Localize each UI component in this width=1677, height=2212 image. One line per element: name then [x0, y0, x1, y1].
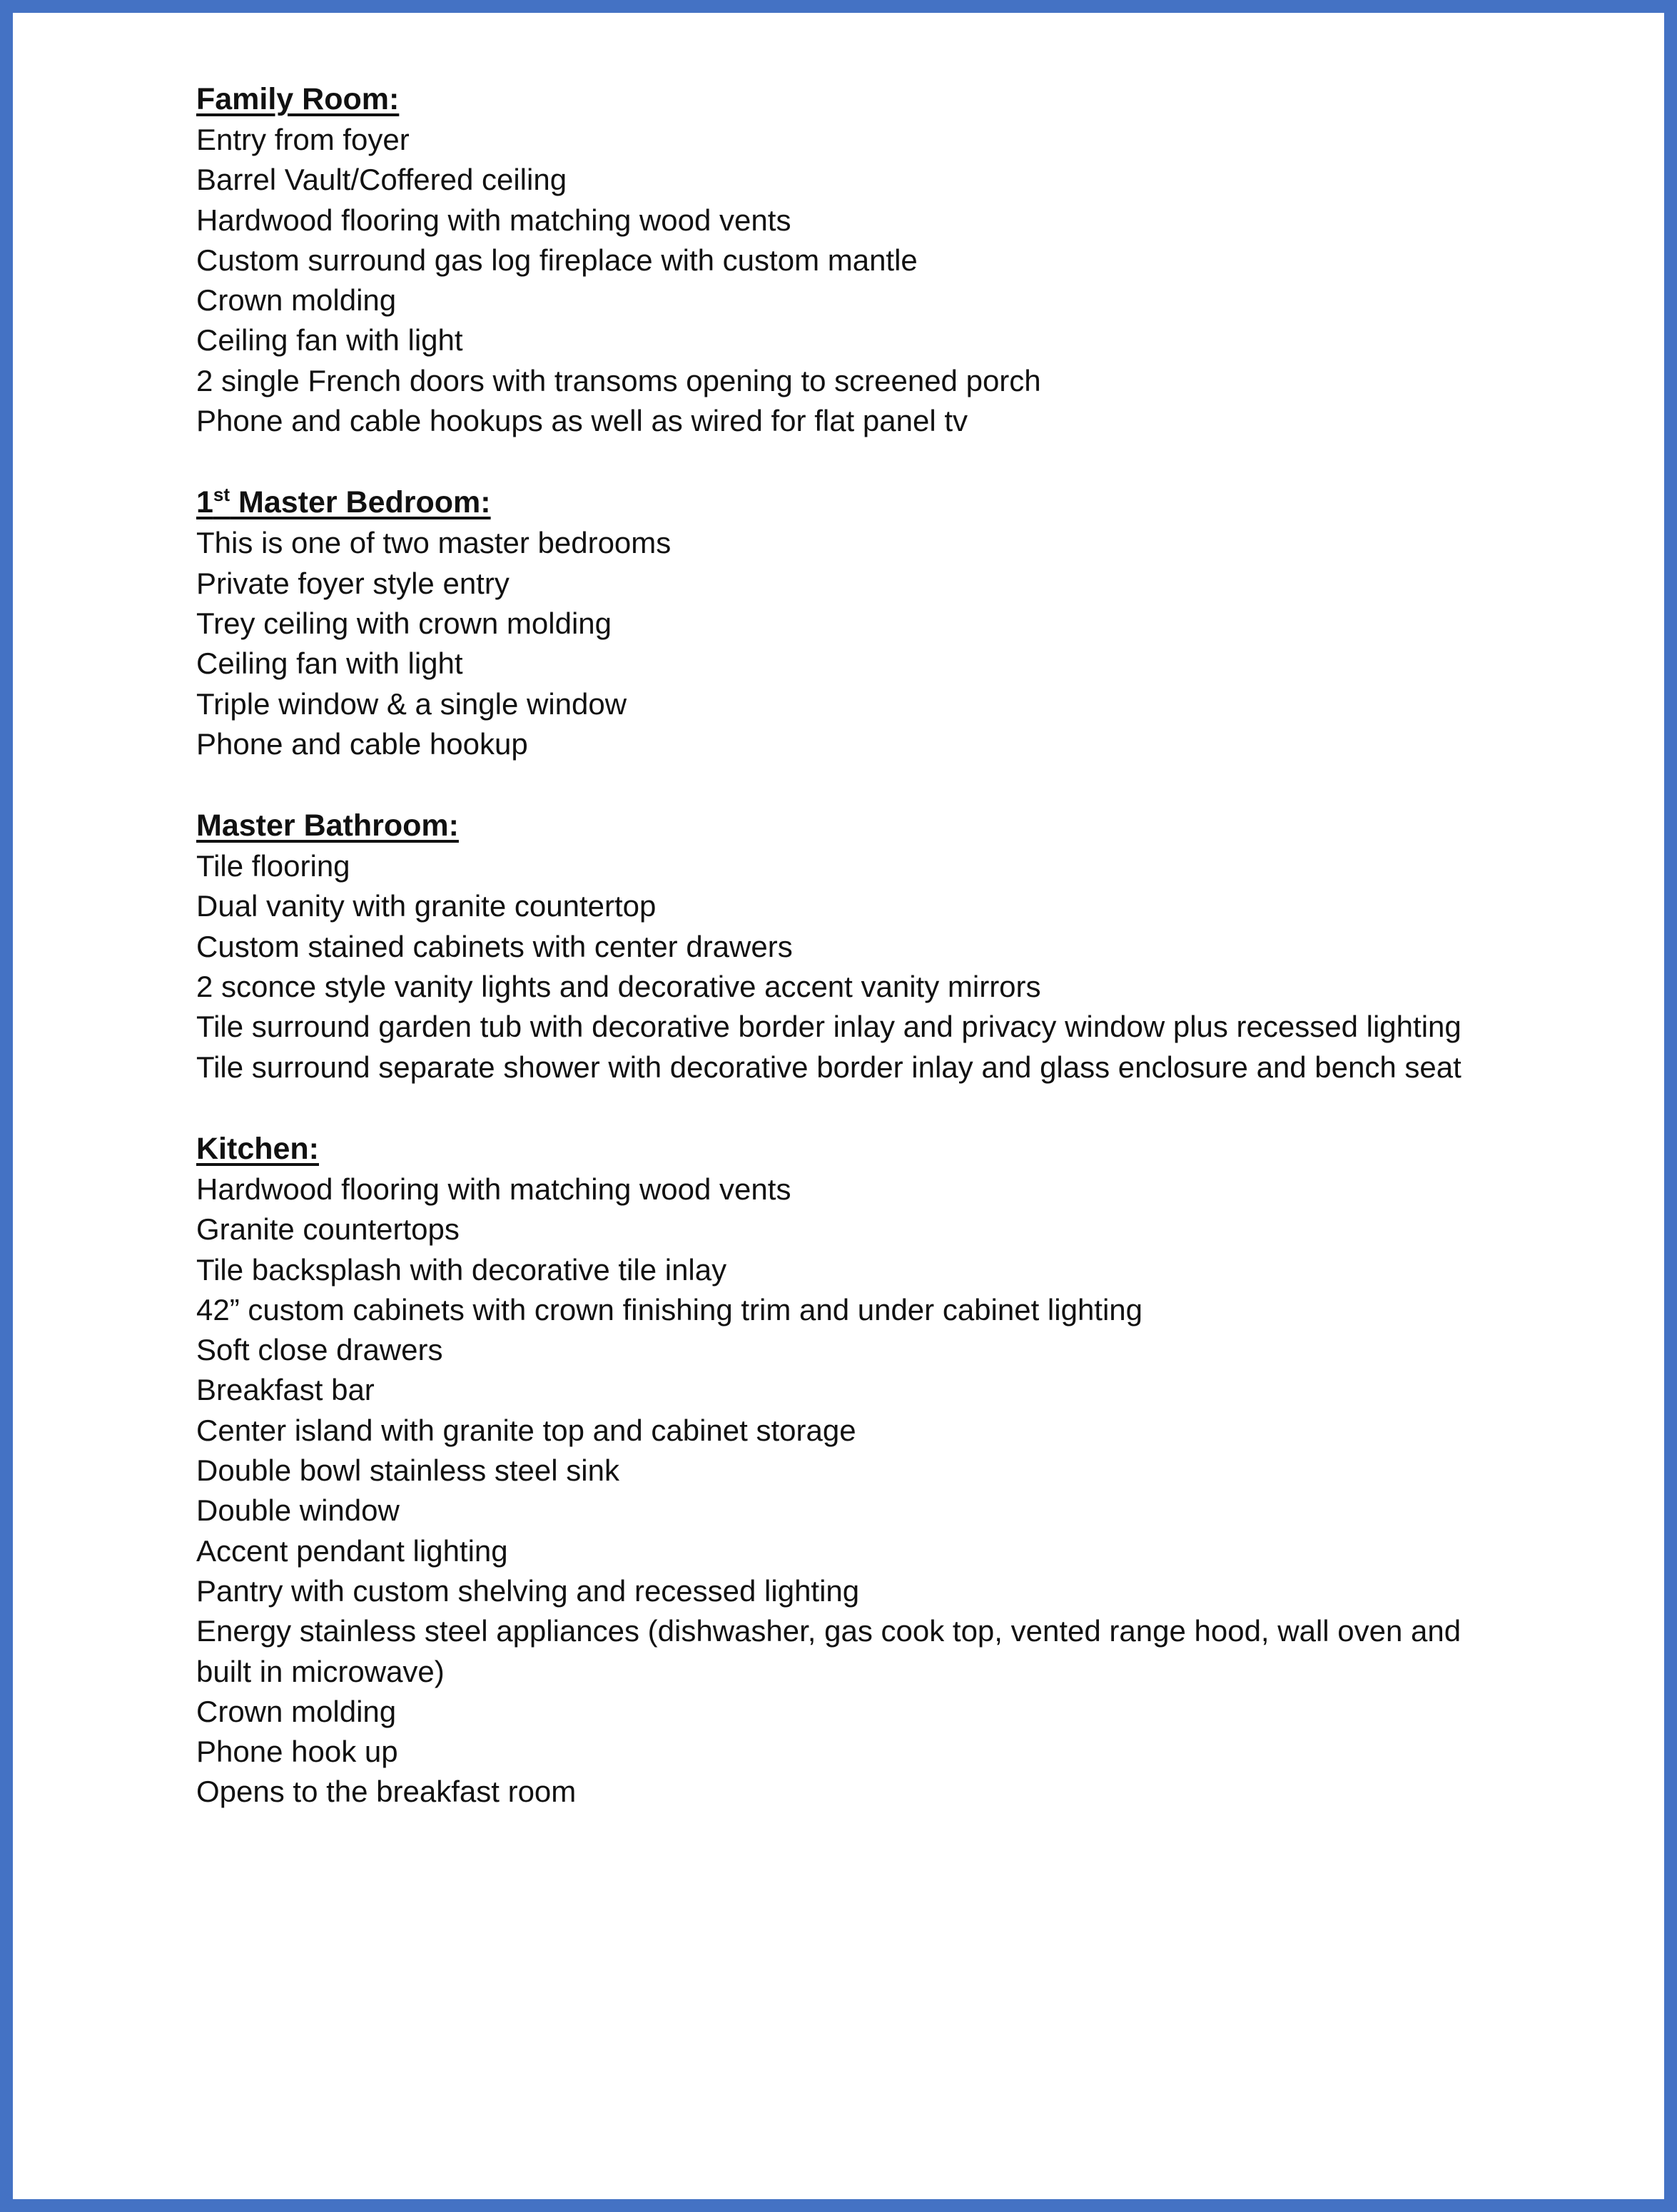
list-item: Custom surround gas log fireplace with custom mantle [196, 243, 918, 277]
feature-list [196, 120, 1595, 441]
list-item: Tile surround separate shower with decorative border inlay and glass enclosure and bench seat [196, 1050, 1461, 1084]
heading-ordinal-suffix: st [213, 484, 230, 506]
list-item: Triple window & a single window [196, 686, 627, 721]
list-item: 42” custom cabinets with crown finishing trim and under cabinet lighting [196, 1292, 1143, 1326]
list-item: 2 single French doors with transoms opening to screened porch [196, 363, 1041, 397]
list-item: Granite countertops [196, 1212, 460, 1247]
list-item: Dual vanity with granite countertop [196, 889, 657, 923]
list-item: Double window [196, 1493, 400, 1528]
section-master-bathroom [196, 805, 1595, 1087]
section-heading: Kitchen: [196, 1131, 319, 1166]
heading-text: Master Bedroom: [230, 485, 491, 520]
list-item: Tile surround garden tub with decorative border inlay and privacy window plus recessed lighting [196, 1010, 1461, 1044]
list-item: Accent pendant lighting [196, 1533, 508, 1568]
list-item: Entry from foyer [196, 123, 410, 156]
list-item: Phone and cable hookup [196, 726, 528, 761]
list-item: Private foyer style entry [196, 566, 510, 600]
list-item: Soft close drawers [196, 1333, 443, 1367]
list-item: Breakfast bar [196, 1373, 375, 1407]
section-family-room [196, 78, 1595, 441]
feature-list [196, 523, 1595, 764]
section-heading: Family Room: [196, 82, 400, 116]
document-body [196, 78, 1595, 1812]
list-item: Hardwood flooring with matching wood vents [196, 1172, 791, 1206]
section-heading [196, 482, 1595, 523]
list-item: Phone and cable hookups as well as wired for flat panel tv [196, 404, 968, 438]
section-heading: Master Bathroom: [196, 808, 459, 843]
list-item: Double bowl stainless steel sink [196, 1453, 619, 1488]
list-item: Ceiling fan with light [196, 646, 463, 681]
list-item: Opens to the breakfast room [196, 1775, 577, 1809]
list-item: Custom stained cabinets with center drawers [196, 929, 793, 963]
list-item: Hardwood flooring with matching wood vents [196, 203, 791, 237]
section-master-bedroom [196, 482, 1595, 764]
list-item: Barrel Vault/Coffered ceiling [196, 163, 567, 197]
feature-list [196, 846, 1595, 1087]
list-item: Ceiling fan with light [196, 323, 463, 357]
feature-list [196, 1170, 1595, 1812]
list-item: Crown molding [196, 1694, 397, 1728]
list-item: Tile backsplash with decorative tile inlay [196, 1252, 727, 1287]
list-item: Energy stainless steel appliances (dishwasher, gas cook top, vented range hood, wall oven and built in microwave) [196, 1614, 1461, 1688]
heading-ordinal: 1 [196, 485, 213, 520]
list-item: 2 sconce style vanity lights and decorative accent vanity mirrors [196, 970, 1041, 1004]
section-kitchen [196, 1128, 1595, 1812]
list-item: Pantry with custom shelving and recessed lighting [196, 1573, 860, 1608]
list-item: This is one of two master bedrooms [196, 526, 672, 560]
list-item: Center island with granite top and cabinet storage [196, 1413, 856, 1447]
list-item: Tile flooring [196, 849, 350, 883]
list-item: Crown molding [196, 283, 397, 318]
list-item: Trey ceiling with crown molding [196, 606, 612, 640]
list-item: Phone hook up [196, 1735, 398, 1769]
